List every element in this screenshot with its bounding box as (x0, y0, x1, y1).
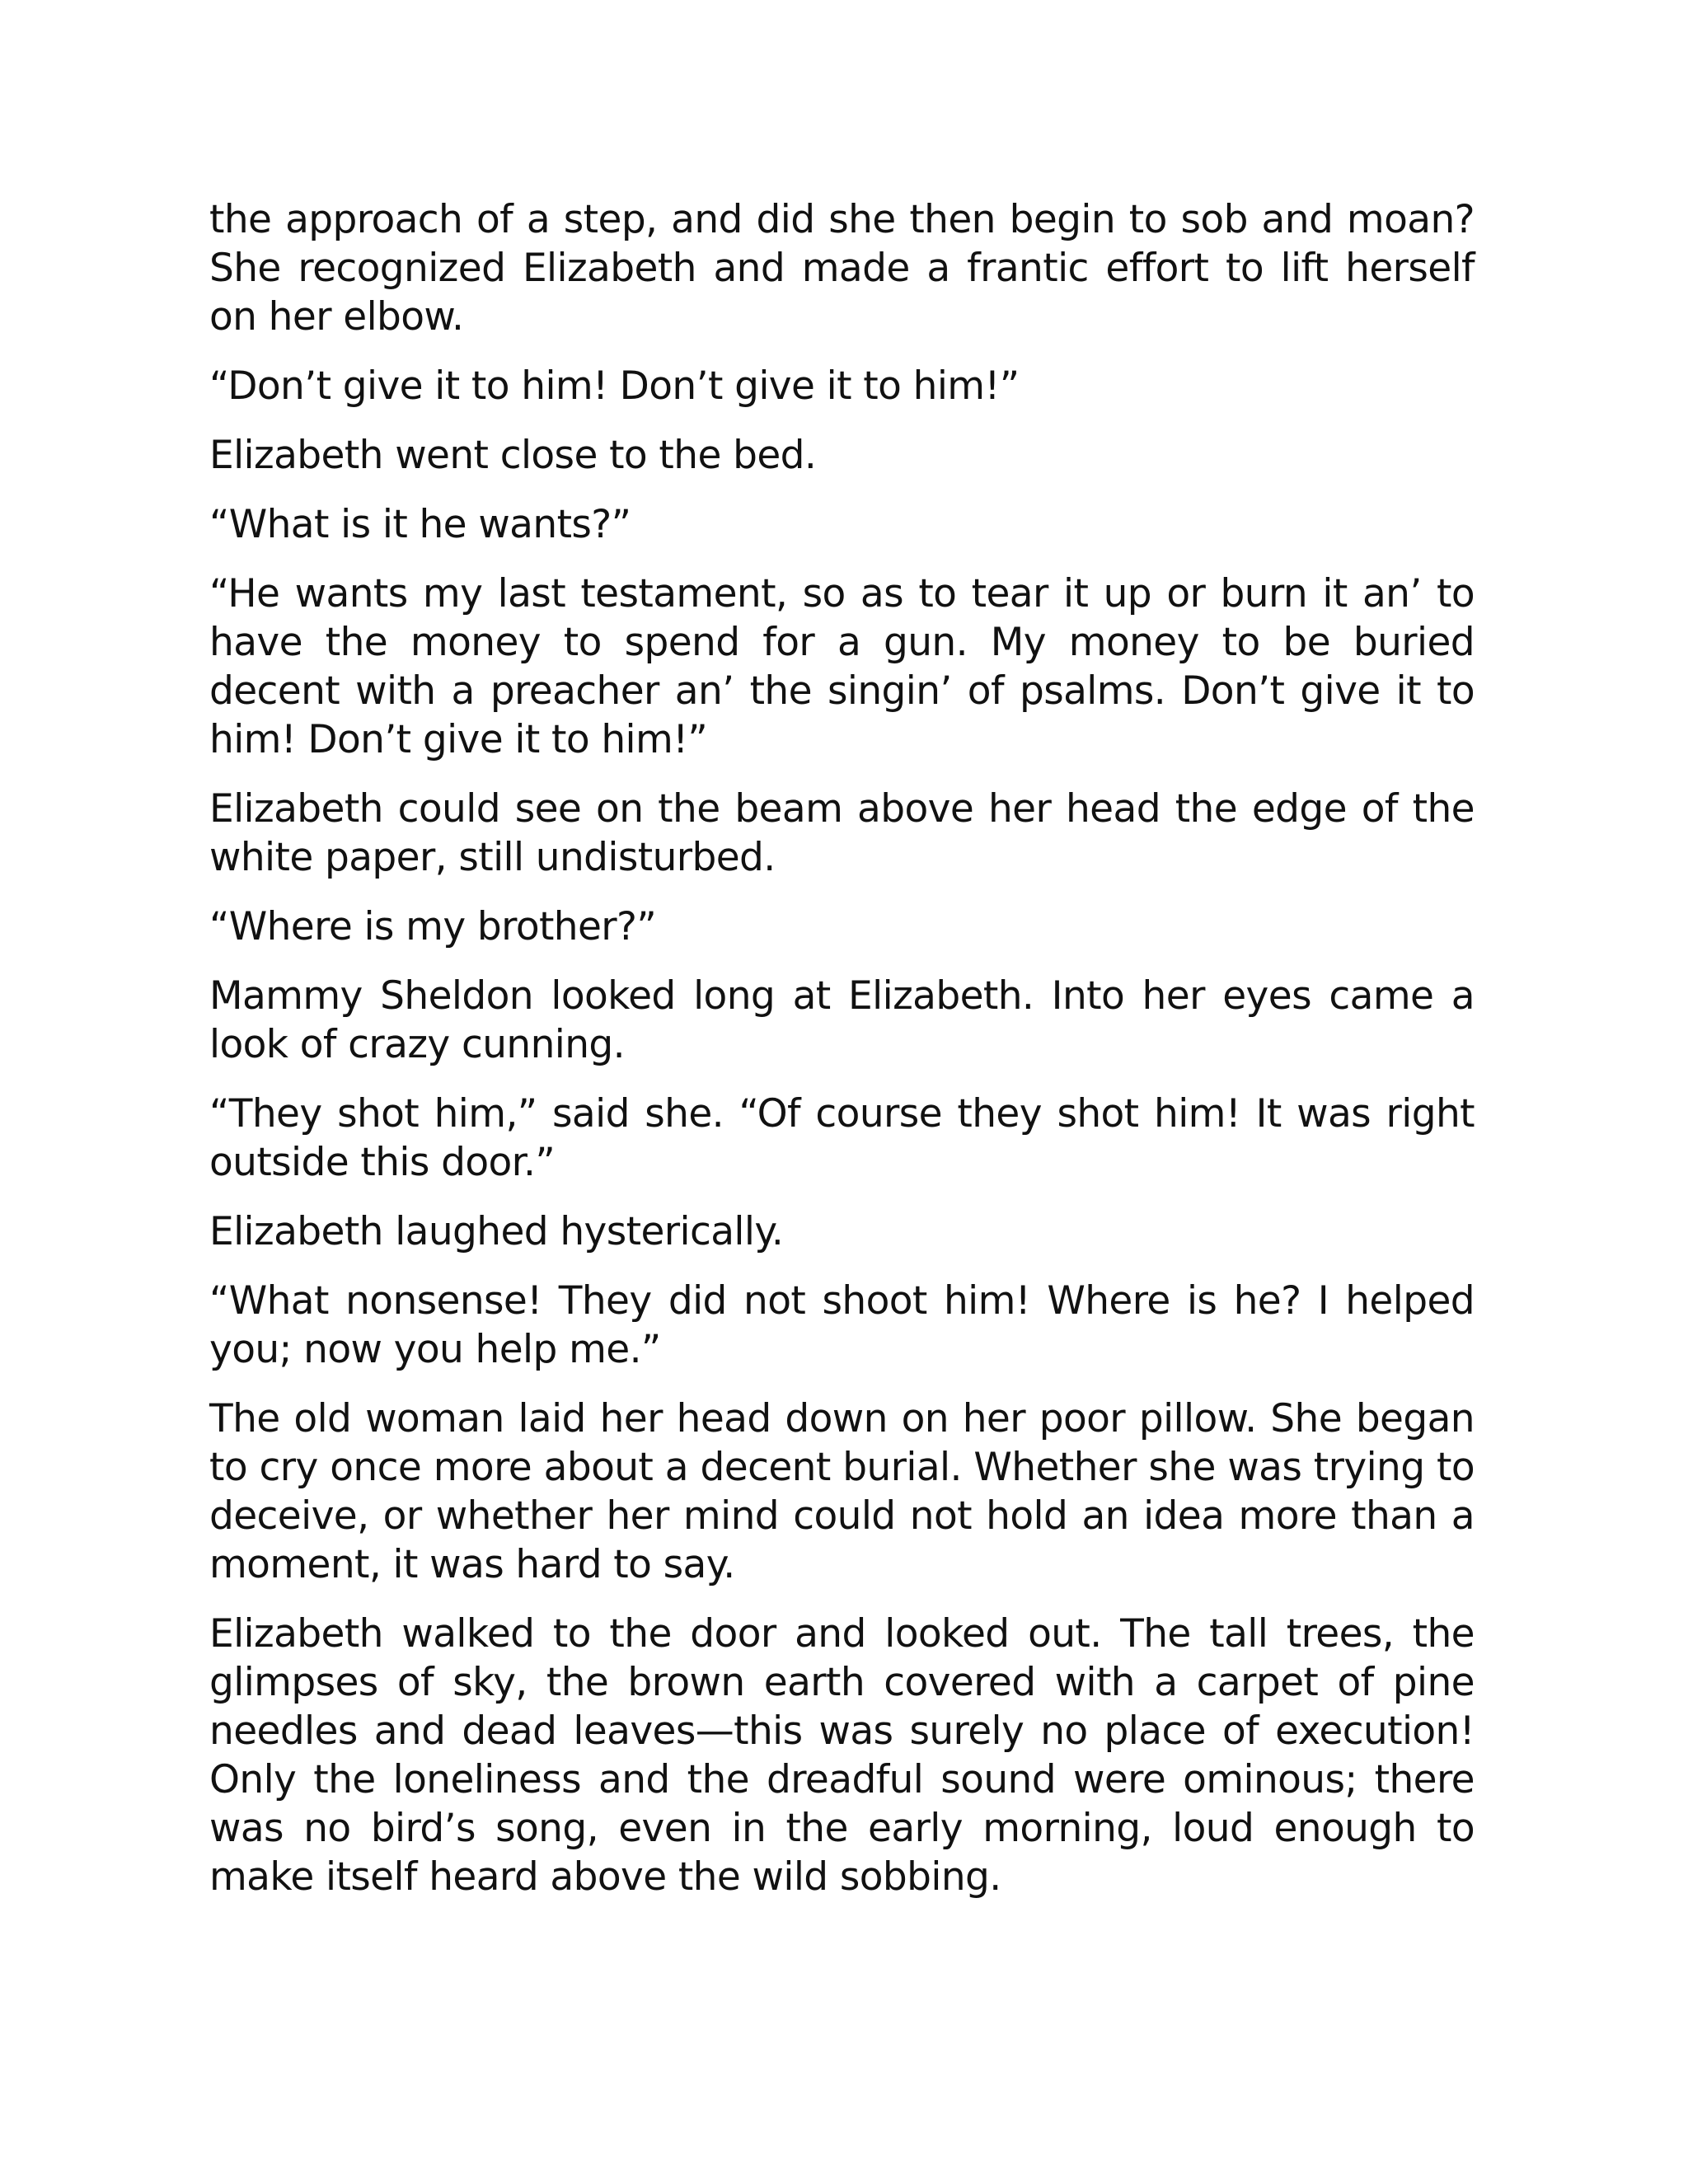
paragraph-6: Elizabeth could see on the beam above her head the edge of the white paper, still undisturbed. (209, 786, 1475, 880)
paragraph-1: the approach of a step, and did she then begin to sob and moan? She recognized Elizabeth and made a frantic effort to lift herself on her elbow. (209, 197, 1475, 340)
page-body (209, 195, 1475, 1922)
paragraph-8: Mammy Sheldon looked long at Elizabeth. Into her eyes came a look of crazy cunning. (209, 973, 1475, 1067)
paragraph-9: “They shot him,” said she. “Of course they shot him! It was right outside this door.” (209, 1091, 1475, 1185)
paragraph-10: Elizabeth laughed hysterically. (209, 1209, 784, 1254)
paragraph-13: Elizabeth walked to the door and looked out. The tall trees, the glimpses of sky, the brown earth covered with a carpet of pine needles and dead leaves—this was surely no place of execution! Only the loneliness and the dreadful sound were ominous; there was no bird’s song, even in the early morning, loud enough to make itself heard above the wild sobbing. (209, 1611, 1475, 1900)
paragraph-7: “Where is my brother?” (209, 904, 657, 949)
paragraph-2: “Don’t give it to him! Don’t give it to him!” (209, 363, 1020, 409)
paragraph-3: Elizabeth went close to the bed. (209, 433, 817, 478)
paragraph-5: “He wants my last testament, so as to tear it up or burn it an’ to have the money to spend for a gun. My money to be buried decent with a preacher an’ the singin’ of psalms. Don’t give it to him! Don’t give it to him!” (209, 571, 1475, 762)
paragraph-4: “What is it he wants?” (209, 502, 631, 547)
paragraph-11: “What nonsense! They did not shoot him! Where is he? I helped you; now you help me.” (209, 1278, 1475, 1372)
paragraph-12: The old woman laid her head down on her poor pillow. She began to cry once more about a decent burial. Whether she was trying to deceive, or whether her mind could not hold an idea more than a moment, it was hard to say. (209, 1396, 1475, 1587)
